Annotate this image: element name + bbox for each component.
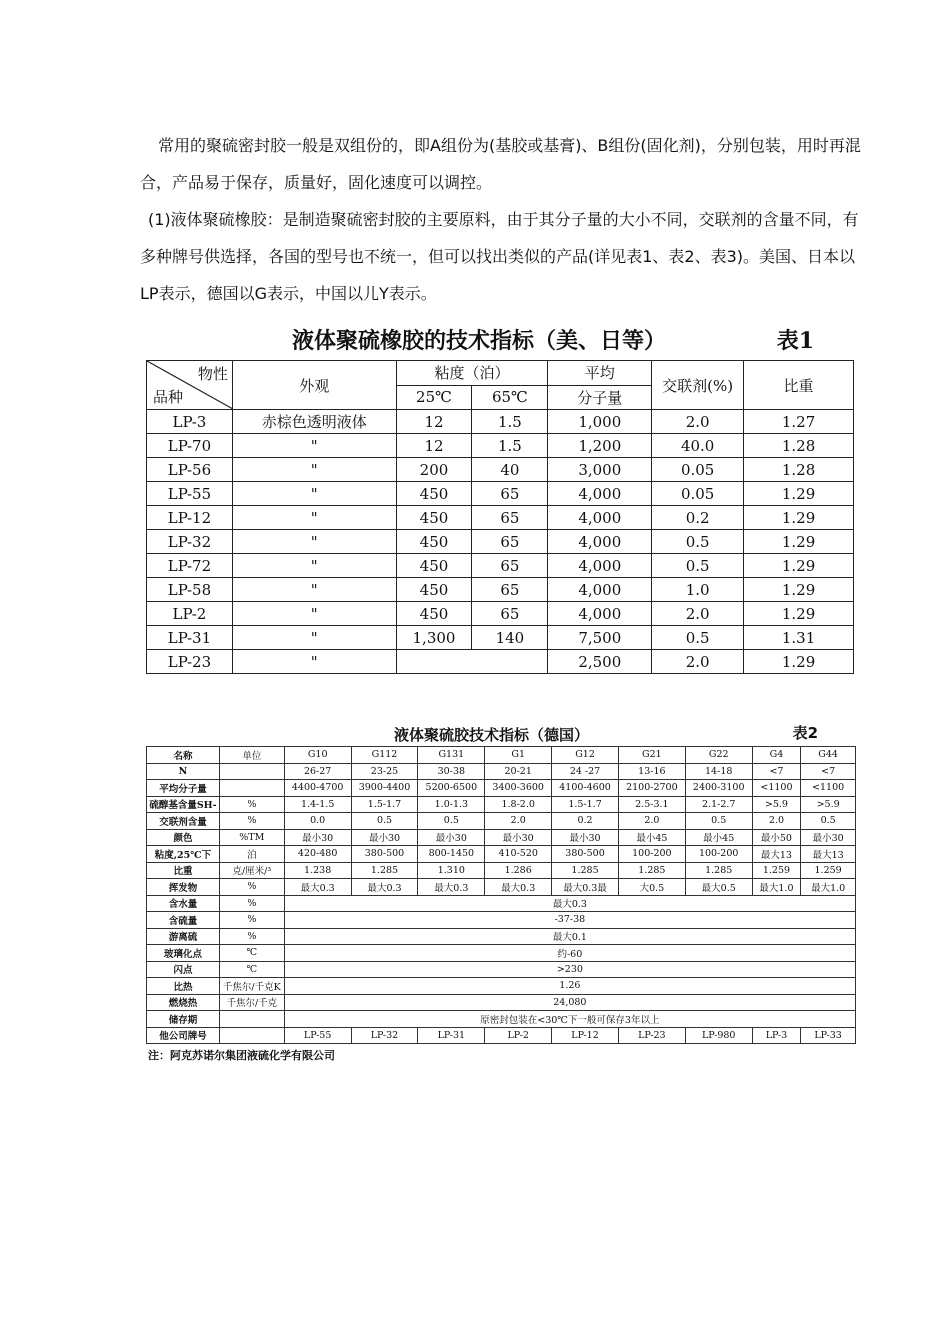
value-cell: 最大0.3 — [485, 879, 552, 896]
cell-appearance: 赤棕色透明液体 — [232, 410, 396, 434]
cell-mw: 4,000 — [548, 554, 652, 578]
cell-crosslink: 0.5 — [652, 530, 744, 554]
value-cell: LP-2 — [485, 1027, 552, 1044]
value-cell: 2.5-3.1 — [618, 796, 685, 813]
table1-title: 液体聚硫橡胶的技术指标（美、日等） — [292, 328, 667, 354]
cell-crosslink: 0.05 — [652, 482, 744, 506]
cell-grade: LP-3 — [147, 410, 233, 434]
value-cell: 380-500 — [552, 846, 619, 863]
table-row — [147, 813, 856, 830]
cell-v25: 450 — [396, 578, 472, 602]
table-row — [147, 506, 854, 530]
value-cell: LP-33 — [801, 1027, 856, 1044]
merged-value-cell: 约-60 — [284, 945, 855, 962]
value-cell: 最大0.3 — [351, 879, 418, 896]
value-cell: LP-12 — [552, 1027, 619, 1044]
row-unit: ℃ — [219, 961, 284, 978]
value-cell: 最小30 — [552, 829, 619, 846]
value-cell: G4 — [752, 747, 801, 764]
table-row — [147, 578, 854, 602]
value-cell: 2.1-2.7 — [685, 796, 752, 813]
cell-appearance: " — [232, 554, 396, 578]
header-mw-bottom: 分子量 — [548, 385, 652, 410]
value-cell: LP-980 — [685, 1027, 752, 1044]
value-cell: 2400-3100 — [685, 780, 752, 797]
row-label: 名称 — [147, 747, 220, 764]
cell-crosslink: 2.0 — [652, 602, 744, 626]
cell-appearance: " — [232, 650, 396, 674]
cell-v65: 40 — [472, 458, 548, 482]
value-cell: 大0.5 — [618, 879, 685, 896]
value-cell: 最大13 — [752, 846, 801, 863]
cell-v25: 450 — [396, 530, 472, 554]
cell-crosslink: 2.0 — [652, 650, 744, 674]
table-row — [147, 829, 856, 846]
value-cell: 4400-4700 — [284, 780, 351, 797]
table1-number: 表1 — [776, 328, 814, 354]
cell-viscosity-empty — [396, 650, 548, 674]
table1-block — [146, 318, 854, 674]
value-cell: 最大0.3 — [284, 879, 351, 896]
cell-v65: 140 — [472, 626, 548, 650]
value-cell: G21 — [618, 747, 685, 764]
merged-value-cell: -37-38 — [284, 912, 855, 929]
cell-v65: 1.5 — [472, 410, 548, 434]
cell-grade: LP-2 — [147, 602, 233, 626]
value-cell: 0.2 — [552, 813, 619, 830]
value-cell: 最小45 — [618, 829, 685, 846]
cell-appearance: " — [232, 602, 396, 626]
cell-mw: 4,000 — [548, 506, 652, 530]
table-row — [147, 862, 856, 879]
header-crosslink: 交联剂(%) — [652, 361, 744, 410]
cell-appearance: " — [232, 506, 396, 530]
cell-mw: 3,000 — [548, 458, 652, 482]
cell-grade: LP-12 — [147, 506, 233, 530]
value-cell: 2100-2700 — [618, 780, 685, 797]
table2-title: 液体聚硫胶技术指标（德国） — [394, 726, 590, 744]
table-row — [147, 961, 856, 978]
cell-density: 1.29 — [744, 554, 854, 578]
value-cell: 800-1450 — [418, 846, 485, 863]
row-unit: 千焦尔/千克 — [219, 994, 284, 1011]
cell-mw: 4,000 — [548, 530, 652, 554]
cell-crosslink: 0.5 — [652, 626, 744, 650]
row-label: 含硫量 — [147, 912, 220, 929]
value-cell: 1.285 — [685, 862, 752, 879]
row-label: 平均分子量 — [147, 780, 220, 797]
value-cell: 0.5 — [801, 813, 856, 830]
value-cell: 1.5-1.7 — [351, 796, 418, 813]
table1-title-row — [146, 318, 854, 360]
value-cell: G10 — [284, 747, 351, 764]
row-label: 闪点 — [147, 961, 220, 978]
value-cell: 1.285 — [618, 862, 685, 879]
value-cell: >5.9 — [752, 796, 801, 813]
table-row — [147, 978, 856, 995]
cell-grade: LP-56 — [147, 458, 233, 482]
cell-grade: LP-55 — [147, 482, 233, 506]
table-row — [147, 763, 856, 780]
row-unit — [219, 1027, 284, 1044]
cell-mw: 4,000 — [548, 578, 652, 602]
value-cell: G131 — [418, 747, 485, 764]
cell-appearance: " — [232, 458, 396, 482]
cell-appearance: " — [232, 530, 396, 554]
value-cell: 1.285 — [552, 862, 619, 879]
value-cell: 2.0 — [485, 813, 552, 830]
value-cell: 2.0 — [618, 813, 685, 830]
value-cell: <7 — [752, 763, 801, 780]
cell-appearance: " — [232, 434, 396, 458]
value-cell: 最小45 — [685, 829, 752, 846]
value-cell: 1.259 — [801, 862, 856, 879]
merged-value-cell: 最大0.1 — [284, 928, 855, 945]
value-cell: 最大0.5 — [685, 879, 752, 896]
table-row — [147, 626, 854, 650]
table-row — [147, 1011, 856, 1028]
value-cell: LP-3 — [752, 1027, 801, 1044]
table-row — [147, 796, 856, 813]
row-unit: % — [219, 813, 284, 830]
table-row — [147, 1027, 856, 1044]
table-row — [147, 895, 856, 912]
cell-mw: 7,500 — [548, 626, 652, 650]
cell-v25: 450 — [396, 506, 472, 530]
header-v65: 65℃ — [472, 385, 548, 410]
row-unit: %TM — [219, 829, 284, 846]
row-unit: % — [219, 895, 284, 912]
row-label: 玻璃化点 — [147, 945, 220, 962]
value-cell: 1.259 — [752, 862, 801, 879]
cell-grade: LP-70 — [147, 434, 233, 458]
cell-v65: 65 — [472, 530, 548, 554]
cell-density: 1.29 — [744, 530, 854, 554]
value-cell: LP-55 — [284, 1027, 351, 1044]
value-cell: 0.0 — [284, 813, 351, 830]
row-label: 粘度,25℃下 — [147, 846, 220, 863]
header-appearance: 外观 — [232, 361, 396, 410]
header-v25: 25℃ — [396, 385, 472, 410]
value-cell: 3400-3600 — [485, 780, 552, 797]
value-cell: 3900-4400 — [351, 780, 418, 797]
value-cell: 最大0.3最 — [552, 879, 619, 896]
row-label: 含水量 — [147, 895, 220, 912]
value-cell: 1.5-1.7 — [552, 796, 619, 813]
cell-v25: 450 — [396, 482, 472, 506]
table-row — [147, 912, 856, 929]
table-row — [147, 879, 856, 896]
value-cell: 最小30 — [284, 829, 351, 846]
corner-grade-label: 品种 — [153, 388, 184, 406]
table-row — [147, 482, 854, 506]
value-cell: 1.286 — [485, 862, 552, 879]
header-viscosity: 粘度（泊） — [396, 361, 548, 386]
row-unit: 泊 — [219, 846, 284, 863]
cell-crosslink: 2.0 — [652, 410, 744, 434]
table2-title-row — [146, 722, 856, 746]
cell-appearance: " — [232, 482, 396, 506]
row-unit: 克/厘米/³ — [219, 862, 284, 879]
table1 — [146, 360, 854, 674]
value-cell: 26-27 — [284, 763, 351, 780]
merged-value-cell: 24,080 — [284, 994, 855, 1011]
merged-value-cell: >230 — [284, 961, 855, 978]
value-cell: <1100 — [752, 780, 801, 797]
table-row — [147, 410, 854, 434]
table-row — [147, 945, 856, 962]
row-label: 燃烧热 — [147, 994, 220, 1011]
corner-property-label: 物性 — [197, 365, 228, 383]
row-label: 储存期 — [147, 1011, 220, 1028]
cell-v25: 200 — [396, 458, 472, 482]
table-row — [147, 846, 856, 863]
cell-crosslink: 1.0 — [652, 578, 744, 602]
value-cell: >5.9 — [801, 796, 856, 813]
value-cell: G112 — [351, 747, 418, 764]
value-cell: 100-200 — [685, 846, 752, 863]
cell-grade: LP-72 — [147, 554, 233, 578]
row-unit: % — [219, 928, 284, 945]
row-label: 硫醇基含量SH- — [147, 796, 220, 813]
cell-crosslink: 40.0 — [652, 434, 744, 458]
cell-density: 1.27 — [744, 410, 854, 434]
merged-value-cell: 原密封包装在<30℃下一般可保存3年以上 — [284, 1011, 855, 1028]
table-row — [147, 780, 856, 797]
cell-density: 1.28 — [744, 458, 854, 482]
value-cell: 0.5 — [418, 813, 485, 830]
header-density: 比重 — [744, 361, 854, 410]
value-cell: 最小30 — [485, 829, 552, 846]
table-row — [147, 994, 856, 1011]
cell-mw: 4,000 — [548, 602, 652, 626]
value-cell: 380-500 — [351, 846, 418, 863]
value-cell: 13-16 — [618, 763, 685, 780]
row-label: 游离硫 — [147, 928, 220, 945]
value-cell: 最小30 — [351, 829, 418, 846]
cell-density: 1.29 — [744, 506, 854, 530]
value-cell: 1.285 — [351, 862, 418, 879]
value-cell: 420-480 — [284, 846, 351, 863]
cell-v65: 1.5 — [472, 434, 548, 458]
value-cell: 0.5 — [685, 813, 752, 830]
value-cell: 最大13 — [801, 846, 856, 863]
cell-density: 1.29 — [744, 602, 854, 626]
cell-mw: 2,500 — [548, 650, 652, 674]
cell-grade: LP-31 — [147, 626, 233, 650]
cell-grade: LP-32 — [147, 530, 233, 554]
cell-density: 1.29 — [744, 578, 854, 602]
value-cell: 1.8-2.0 — [485, 796, 552, 813]
value-cell: <1100 — [801, 780, 856, 797]
cell-grade: LP-23 — [147, 650, 233, 674]
value-cell: 14-18 — [685, 763, 752, 780]
cell-density: 1.29 — [744, 650, 854, 674]
cell-v65: 65 — [472, 578, 548, 602]
cell-v65: 65 — [472, 482, 548, 506]
value-cell: 最大1.0 — [801, 879, 856, 896]
table-row — [147, 650, 854, 674]
cell-v25: 1,300 — [396, 626, 472, 650]
cell-crosslink: 0.2 — [652, 506, 744, 530]
cell-density: 1.29 — [744, 482, 854, 506]
value-cell: 0.5 — [351, 813, 418, 830]
table1-corner-header — [147, 361, 233, 410]
cell-v25: 12 — [396, 434, 472, 458]
value-cell: <7 — [801, 763, 856, 780]
table-row — [147, 434, 854, 458]
cell-v25: 450 — [396, 554, 472, 578]
value-cell: 5200-6500 — [418, 780, 485, 797]
row-unit — [219, 1011, 284, 1028]
value-cell: 最小30 — [418, 829, 485, 846]
value-cell: 23-25 — [351, 763, 418, 780]
table-row — [147, 602, 854, 626]
value-cell: 30-38 — [418, 763, 485, 780]
table-row — [147, 928, 856, 945]
cell-mw: 1,000 — [548, 410, 652, 434]
cell-appearance: " — [232, 578, 396, 602]
table-row — [147, 530, 854, 554]
value-cell: 最大1.0 — [752, 879, 801, 896]
row-unit: % — [219, 879, 284, 896]
row-unit: 千焦尔/千克K — [219, 978, 284, 995]
table-row — [147, 747, 856, 764]
intro-paragraph: 常用的聚硫密封胶一般是双组份的，即A组份为(基胶或基膏)、B组份(固化剂)，分别包装，用时再混合，产品易于保存，质量好，固化速度可以调控。 — [140, 136, 861, 192]
row-unit: % — [219, 796, 284, 813]
value-cell: G1 — [485, 747, 552, 764]
value-cell: LP-31 — [418, 1027, 485, 1044]
value-cell: G44 — [801, 747, 856, 764]
row-label: 颜色 — [147, 829, 220, 846]
cell-mw: 1,200 — [548, 434, 652, 458]
table2-block — [146, 722, 856, 1063]
table2-note: 注：阿克苏诺尔集团液硫化学有限公司 — [148, 1049, 335, 1062]
value-cell: LP-23 — [618, 1027, 685, 1044]
table-row — [147, 554, 854, 578]
value-cell: 20-21 — [485, 763, 552, 780]
cell-density: 1.28 — [744, 434, 854, 458]
row-label: 挥发物 — [147, 879, 220, 896]
value-cell: 2.0 — [752, 813, 801, 830]
value-cell: 最大0.3 — [418, 879, 485, 896]
row-unit: ℃ — [219, 945, 284, 962]
row-label: 交联剂含量 — [147, 813, 220, 830]
value-cell: 24 -27 — [552, 763, 619, 780]
value-cell: 100-200 — [618, 846, 685, 863]
cell-v65: 65 — [472, 554, 548, 578]
value-cell: 410-520 — [485, 846, 552, 863]
row-unit — [219, 763, 284, 780]
row-label: 他公司牌号 — [147, 1027, 220, 1044]
table-row — [147, 458, 854, 482]
cell-grade: LP-58 — [147, 578, 233, 602]
row-unit: 单位 — [219, 747, 284, 764]
cell-v25: 450 — [396, 602, 472, 626]
row-label: N — [147, 763, 220, 780]
liquid-polysulfide-paragraph: (1)液体聚硫橡胶：是制造聚硫密封胶的主要原料，由于其分子量的大小不同，交联剂的含量不同，有多种牌号供选择，各国的型号也不统一，但可以找出类似的产品(详见表1、表2、表3)。美国、日本以LP表示，德国以G表示，中国以儿Y表示。 — [140, 210, 859, 303]
row-unit — [219, 780, 284, 797]
value-cell: 最小50 — [752, 829, 801, 846]
row-unit: % — [219, 912, 284, 929]
cell-v25: 12 — [396, 410, 472, 434]
value-cell: G12 — [552, 747, 619, 764]
cell-v65: 65 — [472, 506, 548, 530]
value-cell: 4100-4600 — [552, 780, 619, 797]
value-cell: G22 — [685, 747, 752, 764]
value-cell: 最小30 — [801, 829, 856, 846]
value-cell: 1.0-1.3 — [418, 796, 485, 813]
row-label: 比重 — [147, 862, 220, 879]
cell-appearance: " — [232, 626, 396, 650]
value-cell: 1.310 — [418, 862, 485, 879]
merged-value-cell: 最大0.3 — [284, 895, 855, 912]
value-cell: LP-32 — [351, 1027, 418, 1044]
merged-value-cell: 1.26 — [284, 978, 855, 995]
cell-density: 1.31 — [744, 626, 854, 650]
value-cell: 1.4-1.5 — [284, 796, 351, 813]
value-cell: 1.238 — [284, 862, 351, 879]
cell-mw: 4,000 — [548, 482, 652, 506]
cell-crosslink: 0.5 — [652, 554, 744, 578]
table2 — [146, 746, 856, 1044]
cell-v65: 65 — [472, 602, 548, 626]
table2-number: 表2 — [792, 724, 818, 742]
row-label: 比热 — [147, 978, 220, 995]
cell-crosslink: 0.05 — [652, 458, 744, 482]
header-mw-top: 平均 — [548, 361, 652, 386]
